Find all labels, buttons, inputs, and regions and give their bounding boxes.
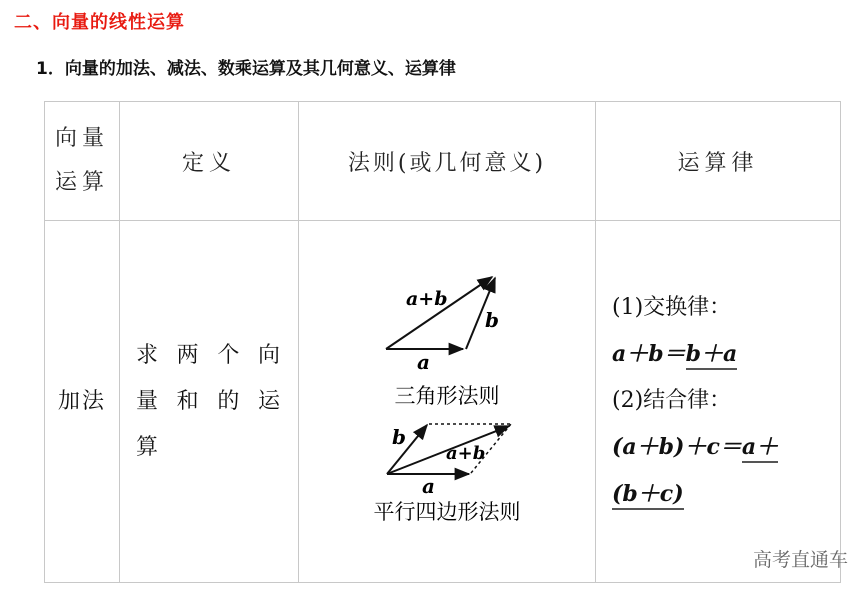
associative-law-formula-line2 (612, 471, 840, 518)
associative-right-part1: a＋ (742, 434, 778, 463)
addition-rule-figures (299, 221, 596, 578)
associative-right-part2: (b＋c) (612, 481, 684, 510)
triangle-label-a: a (417, 350, 430, 374)
commutative-law-formula (612, 331, 840, 378)
parallelogram-rule-diagram (374, 424, 521, 524)
parallelogram-label-sum: a+b (446, 443, 486, 464)
subsection-title: 1．向量的加法、减法、数乘运算及其几何意义、运算律 (36, 59, 456, 79)
laws-cell (596, 221, 841, 583)
header-definition: 定义 (120, 102, 299, 221)
header-operation-line1: 向量 (54, 126, 109, 151)
parallelogram-label-a: a (422, 474, 435, 498)
header-operation-line2: 运算 (54, 170, 109, 195)
commutative-right: b＋a (686, 341, 738, 370)
section-title: 二、向量的线性运算 (14, 12, 185, 33)
operation-name-addition: 加法 (45, 221, 120, 583)
triangle-caption: 三角形法则 (394, 384, 500, 408)
parallelogram-label-b: b (392, 425, 406, 449)
watermark: 高考直通车 (752, 549, 848, 571)
addition-row (45, 221, 841, 583)
triangle-rule-diagram (386, 277, 500, 408)
commutative-left: a＋b＝ (612, 341, 686, 367)
rule-figure-cell (299, 221, 596, 583)
header-row (45, 102, 841, 221)
definition-cell (120, 221, 299, 583)
parallelogram-caption: 平行四边形法则 (373, 500, 521, 524)
addition-laws (596, 285, 840, 518)
header-rule: 法则(或几何意义) (299, 102, 596, 221)
triangle-label-sum: a+b (406, 288, 448, 310)
header-operation (45, 102, 120, 221)
associative-left: (a＋b)＋c＝ (612, 434, 742, 460)
triangle-label-b: b (485, 308, 499, 332)
associative-law-formula-line1 (612, 424, 840, 471)
header-laws: 运算律 (596, 102, 841, 221)
vector-operations-table (44, 101, 841, 583)
addition-definition: 求两个向量和的运算 (136, 342, 294, 460)
commutative-law-title: (1)交换律： (612, 295, 732, 320)
associative-law-title: (2)结合律： (612, 388, 732, 413)
